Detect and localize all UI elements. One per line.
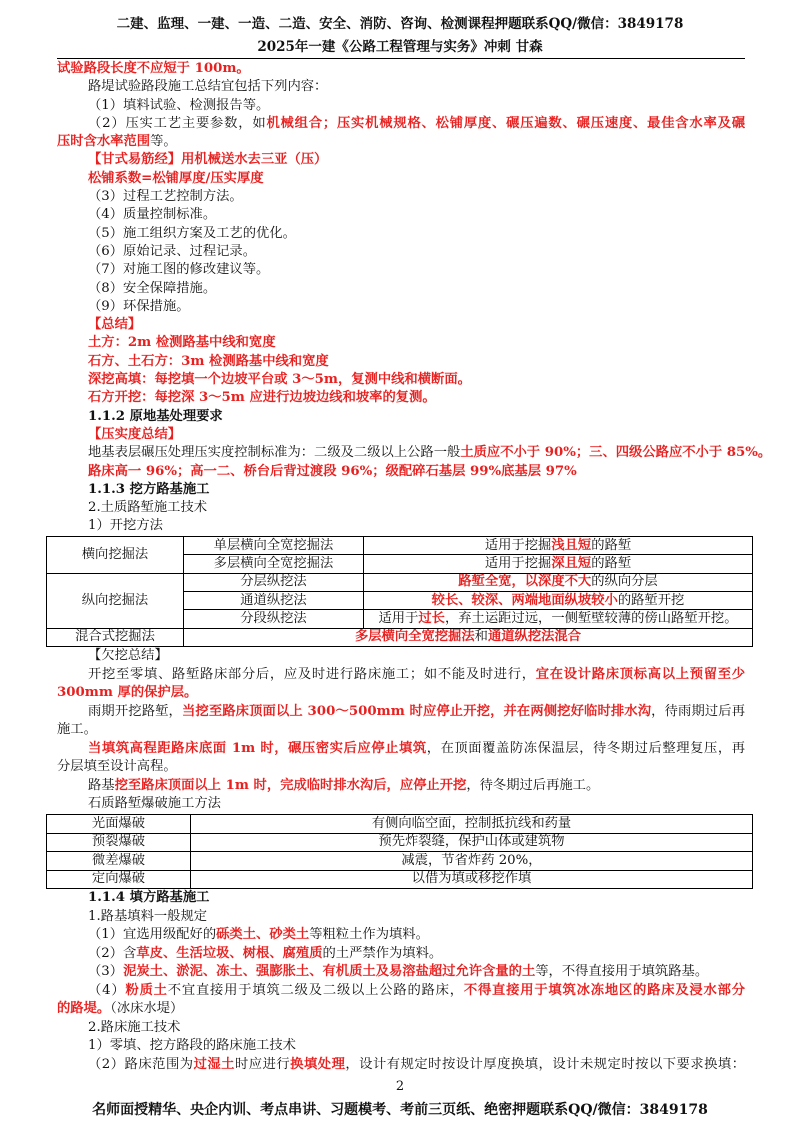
blasting-method: 光面爆破 xyxy=(47,815,191,834)
list-item xyxy=(57,945,745,964)
table-row xyxy=(47,573,753,591)
table-row xyxy=(47,870,753,889)
list-item: （8）安全保障措施。 xyxy=(88,280,217,296)
blasting-description: 预先炸裂缝，保护山体或建筑物 xyxy=(191,833,753,852)
highlight-line: 试验路段长度不应短于 100m。 xyxy=(57,61,250,76)
list-item-continuation xyxy=(57,133,745,151)
text-run: 的路堑 xyxy=(591,556,632,572)
summary-label: 【总结】 xyxy=(88,317,142,333)
method-name: 分层纵挖法 xyxy=(184,573,364,591)
list-item xyxy=(57,982,745,1001)
highlight-run: 草皮、生活垃圾、树根、腐殖质 xyxy=(136,945,323,961)
text-run: （冰床水堤） xyxy=(110,1001,184,1016)
blasting-description: 减震，节省炸药 20%， xyxy=(191,852,753,871)
table-row xyxy=(47,852,753,871)
summary-label: 【压实度总结】 xyxy=(88,426,182,442)
text-run: 和 xyxy=(474,629,488,645)
highlight-run: 路堑全宽，以深度不大 xyxy=(458,574,592,590)
blasting-method: 预裂爆破 xyxy=(47,833,191,852)
highlight-run: 粉质土 xyxy=(125,982,168,998)
highlight-run: 机械组合；压实机械规格、松铺厚度、碾压遍数、碾压速度、最佳含水率及碾 xyxy=(266,115,745,131)
list-item: （1）填料试验、检测报告等。 xyxy=(88,97,270,113)
text-run: （4） xyxy=(88,982,126,998)
body-line xyxy=(57,740,745,759)
text-run: 的路堑开挖 xyxy=(617,592,685,608)
method-category: 混合式挖掘法 xyxy=(47,628,184,646)
text-run: 等。 xyxy=(150,134,177,150)
subsection-heading: 1）零填、挖方路段的路床施工技术 xyxy=(88,1038,296,1053)
method-application xyxy=(364,592,753,610)
text-run: 开挖至零填、路堑路床部分后，应及时进行路床施工；如不能及时进行， xyxy=(88,666,536,682)
excavation-methods-table xyxy=(46,536,753,647)
text-run: 时应进行 xyxy=(234,1056,291,1072)
subsection-heading: 石质路堑爆破施工方法 xyxy=(88,796,221,811)
method-application xyxy=(364,610,753,628)
method-application xyxy=(364,537,753,555)
section-heading: 1.1.2 原地基处理要求 xyxy=(88,408,223,424)
body-line xyxy=(57,444,772,462)
list-item: （6）原始记录、过程记录。 xyxy=(88,243,257,259)
list-item: （3）过程工艺控制方法。 xyxy=(88,189,243,205)
text-run: （2）含 xyxy=(88,945,137,961)
highlight-run: 砾类土、砂类土 xyxy=(216,927,310,942)
table-row xyxy=(47,833,753,852)
summary-line: 石方、土石方：3m 检测路基中线和宽度 xyxy=(88,353,329,369)
method-application xyxy=(364,555,753,573)
section-heading: 1.1.4 填方路基施工 xyxy=(88,890,210,905)
highlight-run: 当挖至路床顶面以上 300～500mm 时应停止开挖，并在两侧挖好临时排水沟 xyxy=(181,703,652,719)
subsection-heading: 1.路基填料一般规定 xyxy=(88,908,208,924)
table-row xyxy=(47,628,753,646)
highlight-run: 土质应不小于 90%；三、四级公路应不小于 85%。 xyxy=(460,445,772,461)
body-line-continuation: 施工。 xyxy=(57,722,97,737)
body-line-continuation: 分层填至设计高程。 xyxy=(57,759,177,774)
body-line xyxy=(57,666,745,685)
page-number: 2 xyxy=(395,1079,405,1094)
list-item xyxy=(57,926,745,945)
method-name: 单层横向全宽挖掘法 xyxy=(184,537,364,555)
highlight-run: 泥炭土、淤泥、冻土、强膨胀土、有机质土及易溶盐超过允许含量的土 xyxy=(123,964,536,979)
list-item xyxy=(57,963,745,982)
summary-line: 深挖高填：每挖填一个边坡平台或 3～5m，复测中线和横断面。 xyxy=(88,372,471,388)
section-fill-subgrade xyxy=(57,889,745,1074)
text-run: 适用于挖掘 xyxy=(484,556,552,572)
text-run: 等粗粒土作为填料。 xyxy=(309,927,429,942)
blasting-method: 定向爆破 xyxy=(47,870,191,889)
text-run: （3） xyxy=(88,964,124,979)
section-embankment-trial xyxy=(57,60,772,536)
formula-note: 松铺系数=松铺厚度/压实厚度 xyxy=(88,170,264,186)
subsection-heading: 1）开挖方法 xyxy=(88,518,163,534)
highlight-run: 的路堤。 xyxy=(57,1001,111,1016)
method-category: 纵向挖掘法 xyxy=(47,573,184,628)
text-run: 适用于挖掘 xyxy=(484,537,552,553)
method-application xyxy=(184,628,753,646)
mnemonic-note: 【甘式易筋经】用机械送水去三亚（压） xyxy=(88,152,328,168)
document-title: 2025年一建《公路工程管理与实务》冲刺 甘森 xyxy=(257,39,543,55)
text-run: （2）路床范围为 xyxy=(88,1056,194,1072)
highlight-run: 换填处理 xyxy=(290,1056,346,1072)
highlight-run: 通道纵挖法混合 xyxy=(487,629,582,645)
list-item-continuation xyxy=(57,1000,745,1019)
highlight-run: 较长、较深、两端地面纵坡较小 xyxy=(431,592,618,608)
text-run: ，弃土运距过远，一侧堑壁较薄的傍山路堑开挖。 xyxy=(444,611,738,627)
section-heading: 1.1.3 挖方路基施工 xyxy=(88,481,210,497)
text-run: ，待雨期过后再 xyxy=(651,703,746,719)
highlight-run: 深且短 xyxy=(551,556,592,572)
list-item: （7）对施工图的修改建议等。 xyxy=(88,262,270,278)
blasting-description: 以借为填或移挖作填 xyxy=(191,870,753,889)
method-application xyxy=(364,573,753,591)
method-category: 横向挖掘法 xyxy=(47,537,184,574)
text-run: 雨期开挖路堑， xyxy=(88,703,182,719)
highlight-run: 挖至路床顶面以上 1m 时，完成临时排水沟后，应停止开挖 xyxy=(114,777,467,793)
text-run: （1）宜选用级配好的 xyxy=(88,927,217,942)
text-run: ，在顶面覆盖防冻保温层，待冬期过后整理复压，再 xyxy=(426,740,745,756)
body-line xyxy=(57,777,745,796)
footer-contact-line: 名师面授精华、央企内训、考点串讲、习题模考、考前三页纸、绝密押题联系QQ/微信：3849178 xyxy=(92,1102,708,1118)
blasting-method: 微差爆破 xyxy=(47,852,191,871)
subsection-heading: 2.土质路堑施工技术 xyxy=(88,500,208,516)
blasting-description: 有侧向临空面，控制抵抗线和药量 xyxy=(191,815,753,834)
text-run: （2）压实工艺主要参数，如 xyxy=(88,115,267,131)
body-line: 路堤试验路段施工总结宜包括下列内容： xyxy=(88,79,328,95)
highlight-run: 过长 xyxy=(418,611,445,627)
text-run: 等，不得直接用于填筑路基。 xyxy=(535,964,709,979)
body-line-continuation: 300mm 厚的保护层。 xyxy=(57,685,198,700)
highlight-run: 浅且短 xyxy=(551,537,592,553)
text-run: 的路堑 xyxy=(591,537,632,553)
summary-label: 【欠挖总结】 xyxy=(88,648,168,663)
header-divider xyxy=(57,58,745,59)
highlight-run: 多层横向全宽挖掘法 xyxy=(354,629,475,645)
highlight-run: 过湿土 xyxy=(193,1056,235,1072)
text-run: 不宜直接用于填筑二级及二级以上公路的路床， xyxy=(167,982,464,998)
highlight-run: 不得直接用于填筑冰冻地区的路床及浸水部分 xyxy=(463,982,746,998)
text-run: ，待冬期过后再施工。 xyxy=(466,777,600,793)
summary-line: 土方：2m 检测路基中线和宽度 xyxy=(88,335,276,351)
table-row xyxy=(47,815,753,834)
highlight-run: 宜在设计路床顶标高以上预留至少 xyxy=(535,666,746,682)
header-contact-line: 二建、监理、一建、一造、二造、安全、消防、咨询、检测课程押题联系QQ/微信：3849178 xyxy=(116,16,684,32)
summary-line: 路床高一 96%；高一二、桥台后背过渡段 96%；级配碎石基层 99%底基层 97% xyxy=(88,463,577,479)
method-name: 多层横向全宽挖掘法 xyxy=(184,555,364,573)
list-item: （5）施工组织方案及工艺的优化。 xyxy=(88,225,296,241)
summary-line: 石方开挖：每挖深 3～5m 应进行边坡边线和坡率的复测。 xyxy=(88,390,436,406)
list-item xyxy=(57,115,745,133)
body-line xyxy=(57,703,745,722)
method-name: 通道纵挖法 xyxy=(184,592,364,610)
blasting-methods-table xyxy=(46,814,753,889)
table-row xyxy=(47,537,753,555)
highlight-run: 压时含水率范围 xyxy=(57,134,151,150)
list-item xyxy=(57,1056,745,1075)
text-run: ，设计有规定时按设计厚度换填，设计未规定时按以下要求换填： xyxy=(345,1056,746,1072)
text-run: 路基 xyxy=(88,777,115,793)
highlight-run: 当填筑高程距路床底面 1m 时，碾压密实后应停止填筑 xyxy=(88,740,427,756)
list-item: （4）质量控制标准。 xyxy=(88,207,217,223)
text-run: 适用于 xyxy=(378,611,419,627)
method-name: 分段纵挖法 xyxy=(184,610,364,628)
text-run: 地基表层碾压处理压实度控制标准为：二级及二级以上公路一般 xyxy=(88,445,461,461)
text-run: 的土严禁作为填料。 xyxy=(322,945,443,961)
list-item: （9）环保措施。 xyxy=(88,298,190,314)
section-under-excavation xyxy=(57,647,745,814)
subsection-heading: 2.路床施工技术 xyxy=(88,1019,181,1035)
text-run: 的纵向分层 xyxy=(591,574,658,590)
